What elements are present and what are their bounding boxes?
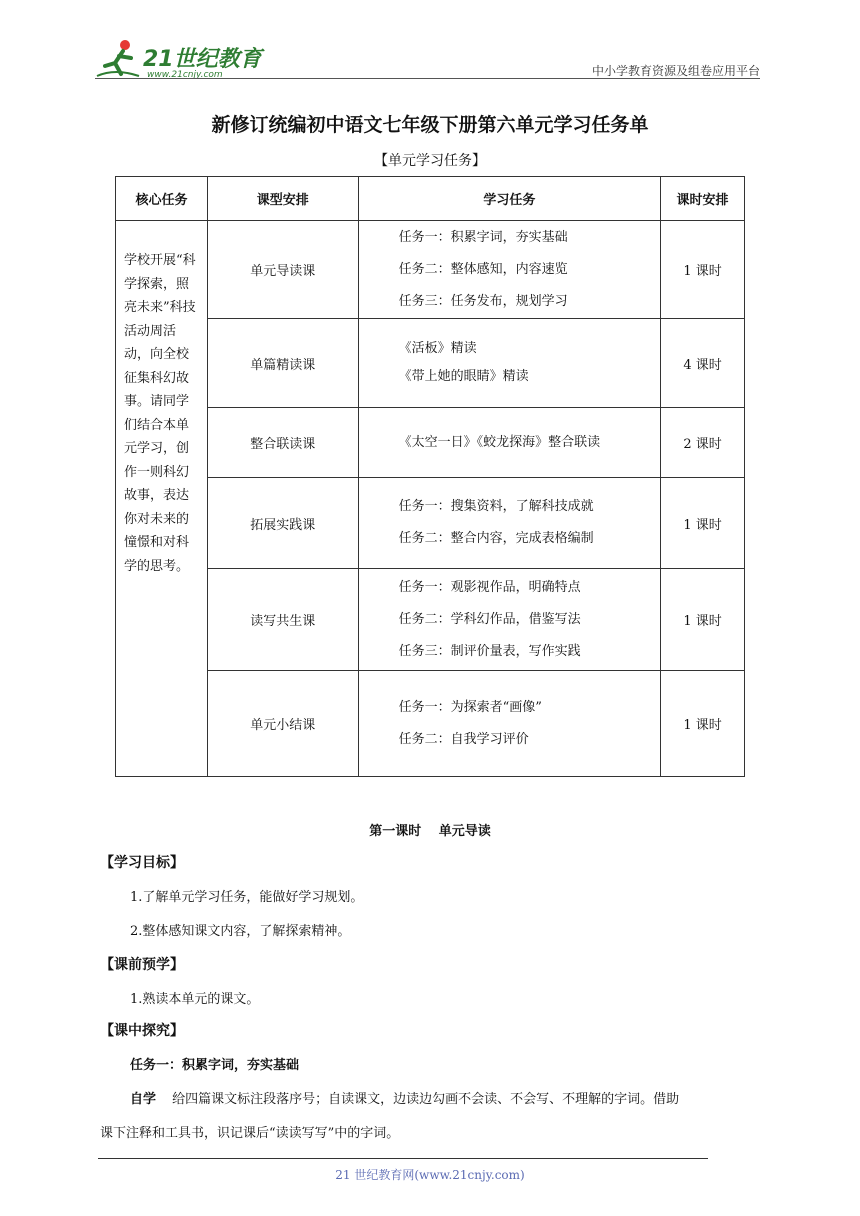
hours-cell: 2 课时 [661,408,745,478]
goal-item: 1.了解单元学习任务，能做好学习规划。 [130,890,364,905]
tasks-cell [358,319,661,408]
table-row [116,569,745,671]
tasks-cell [358,221,661,319]
task-item: 任务二：整体感知，内容速览 [398,261,568,277]
lesson-type-cell: 单元小结课 [207,671,358,777]
tasks-cell [358,569,661,671]
table-caption: 【单元学习任务】 [374,153,486,169]
logo-url: www.21cnjy.com [147,70,223,80]
task-item: 《太空一日》《蛟龙探海》整合联读 [398,434,601,450]
table-header-row [116,177,745,221]
task-item: 任务二：学科幻作品，借鉴写法 [398,611,581,627]
explore-heading: 【课中探究】 [100,1023,184,1039]
document-title: 新修订统编初中语文七年级下册第六单元学习任务单 [211,114,649,136]
task-item: 《活板》精读 [398,341,477,356]
lesson-type-cell: 单篇精读课 [207,319,358,408]
hours-cell: 1 课时 [661,569,745,671]
lesson-type-cell: 整合联读课 [207,408,358,478]
task-item: 任务二：整合内容，完成表格编制 [398,531,594,546]
lesson-type-cell: 读写共生课 [207,569,358,671]
task-item: 任务一：观影视作品，明确特点 [398,579,581,595]
tasks-cell [358,671,661,777]
unit-plan-table [115,176,745,777]
platform-name: 中小学教育资源及组卷应用平台 [591,64,760,78]
header-divider [95,78,760,79]
hours-cell: 4 课时 [661,319,745,408]
tasks-cell [358,408,661,478]
site-logo[interactable] [95,36,265,80]
goal-item: 2.整体感知课文内容，了解探索精神。 [130,924,351,939]
preview-item: 1.熟读本单元的课文。 [130,992,260,1007]
page-header [95,30,760,80]
task-item: 任务三：制评价量表，写作实践 [398,643,581,659]
hours-cell: 1 课时 [661,478,745,569]
task-item: 《带上她的眼睛》精读 [398,369,529,384]
table-row [116,478,745,569]
task-item: 任务三：任务发布，规划学习 [398,293,568,309]
task-item: 任务一：积累字词，夯实基础 [398,229,568,245]
task-one-title: 任务一：积累字词，夯实基础 [130,1058,300,1073]
header-hours: 课时安排 [661,177,745,221]
header-core-task: 核心任务 [116,177,208,221]
tasks-cell [358,478,661,569]
logo-text: 21世纪教育 [143,47,262,72]
task-item: 任务一：搜集资料，了解科技成就 [398,499,594,514]
goals-heading: 【学习目标】 [100,855,184,871]
table-row [116,408,745,478]
preview-heading: 【课前预学】 [100,957,184,973]
self-study-text: 给四篇课文标注段落序号；自读课文，边读边勾画不会读、不会写、不理解的字词。借助 [172,1092,680,1107]
self-study-paragraph [100,1088,795,1107]
footer-link[interactable]: 21 世纪教育网(www.21cnjy.com) [335,1168,525,1182]
header-lesson-type: 课型安排 [207,177,358,221]
table-row [116,319,745,408]
table-row [116,671,745,777]
core-task-cell: 学校开展“科学探索，照亮未来”科技活动周活动，向全校征集科幻故事。请同学们结合本单元学习，创作一则科幻故事，表达你对未来的憧憬和对科学的思考。 [116,221,208,777]
header-learning-tasks: 学习任务 [358,177,661,221]
lesson-type-cell: 单元导读课 [207,221,358,319]
self-study-label: 自学 [130,1092,157,1107]
task-item: 任务一：为探索者“画像” [398,699,542,715]
hours-cell: 1 课时 [661,671,745,777]
footer-divider [98,1158,708,1159]
hours-cell: 1 课时 [661,221,745,319]
lesson-section-title: 第一课时 单元导读 [369,824,491,839]
task-item: 任务二：自我学习评价 [398,731,529,747]
self-study-text-continued: 课下注释和工具书，识记课后“读读写写”中的字词。 [100,1126,400,1141]
runner-icon [95,36,141,80]
lesson-type-cell: 拓展实践课 [207,478,358,569]
table-row [116,221,745,319]
